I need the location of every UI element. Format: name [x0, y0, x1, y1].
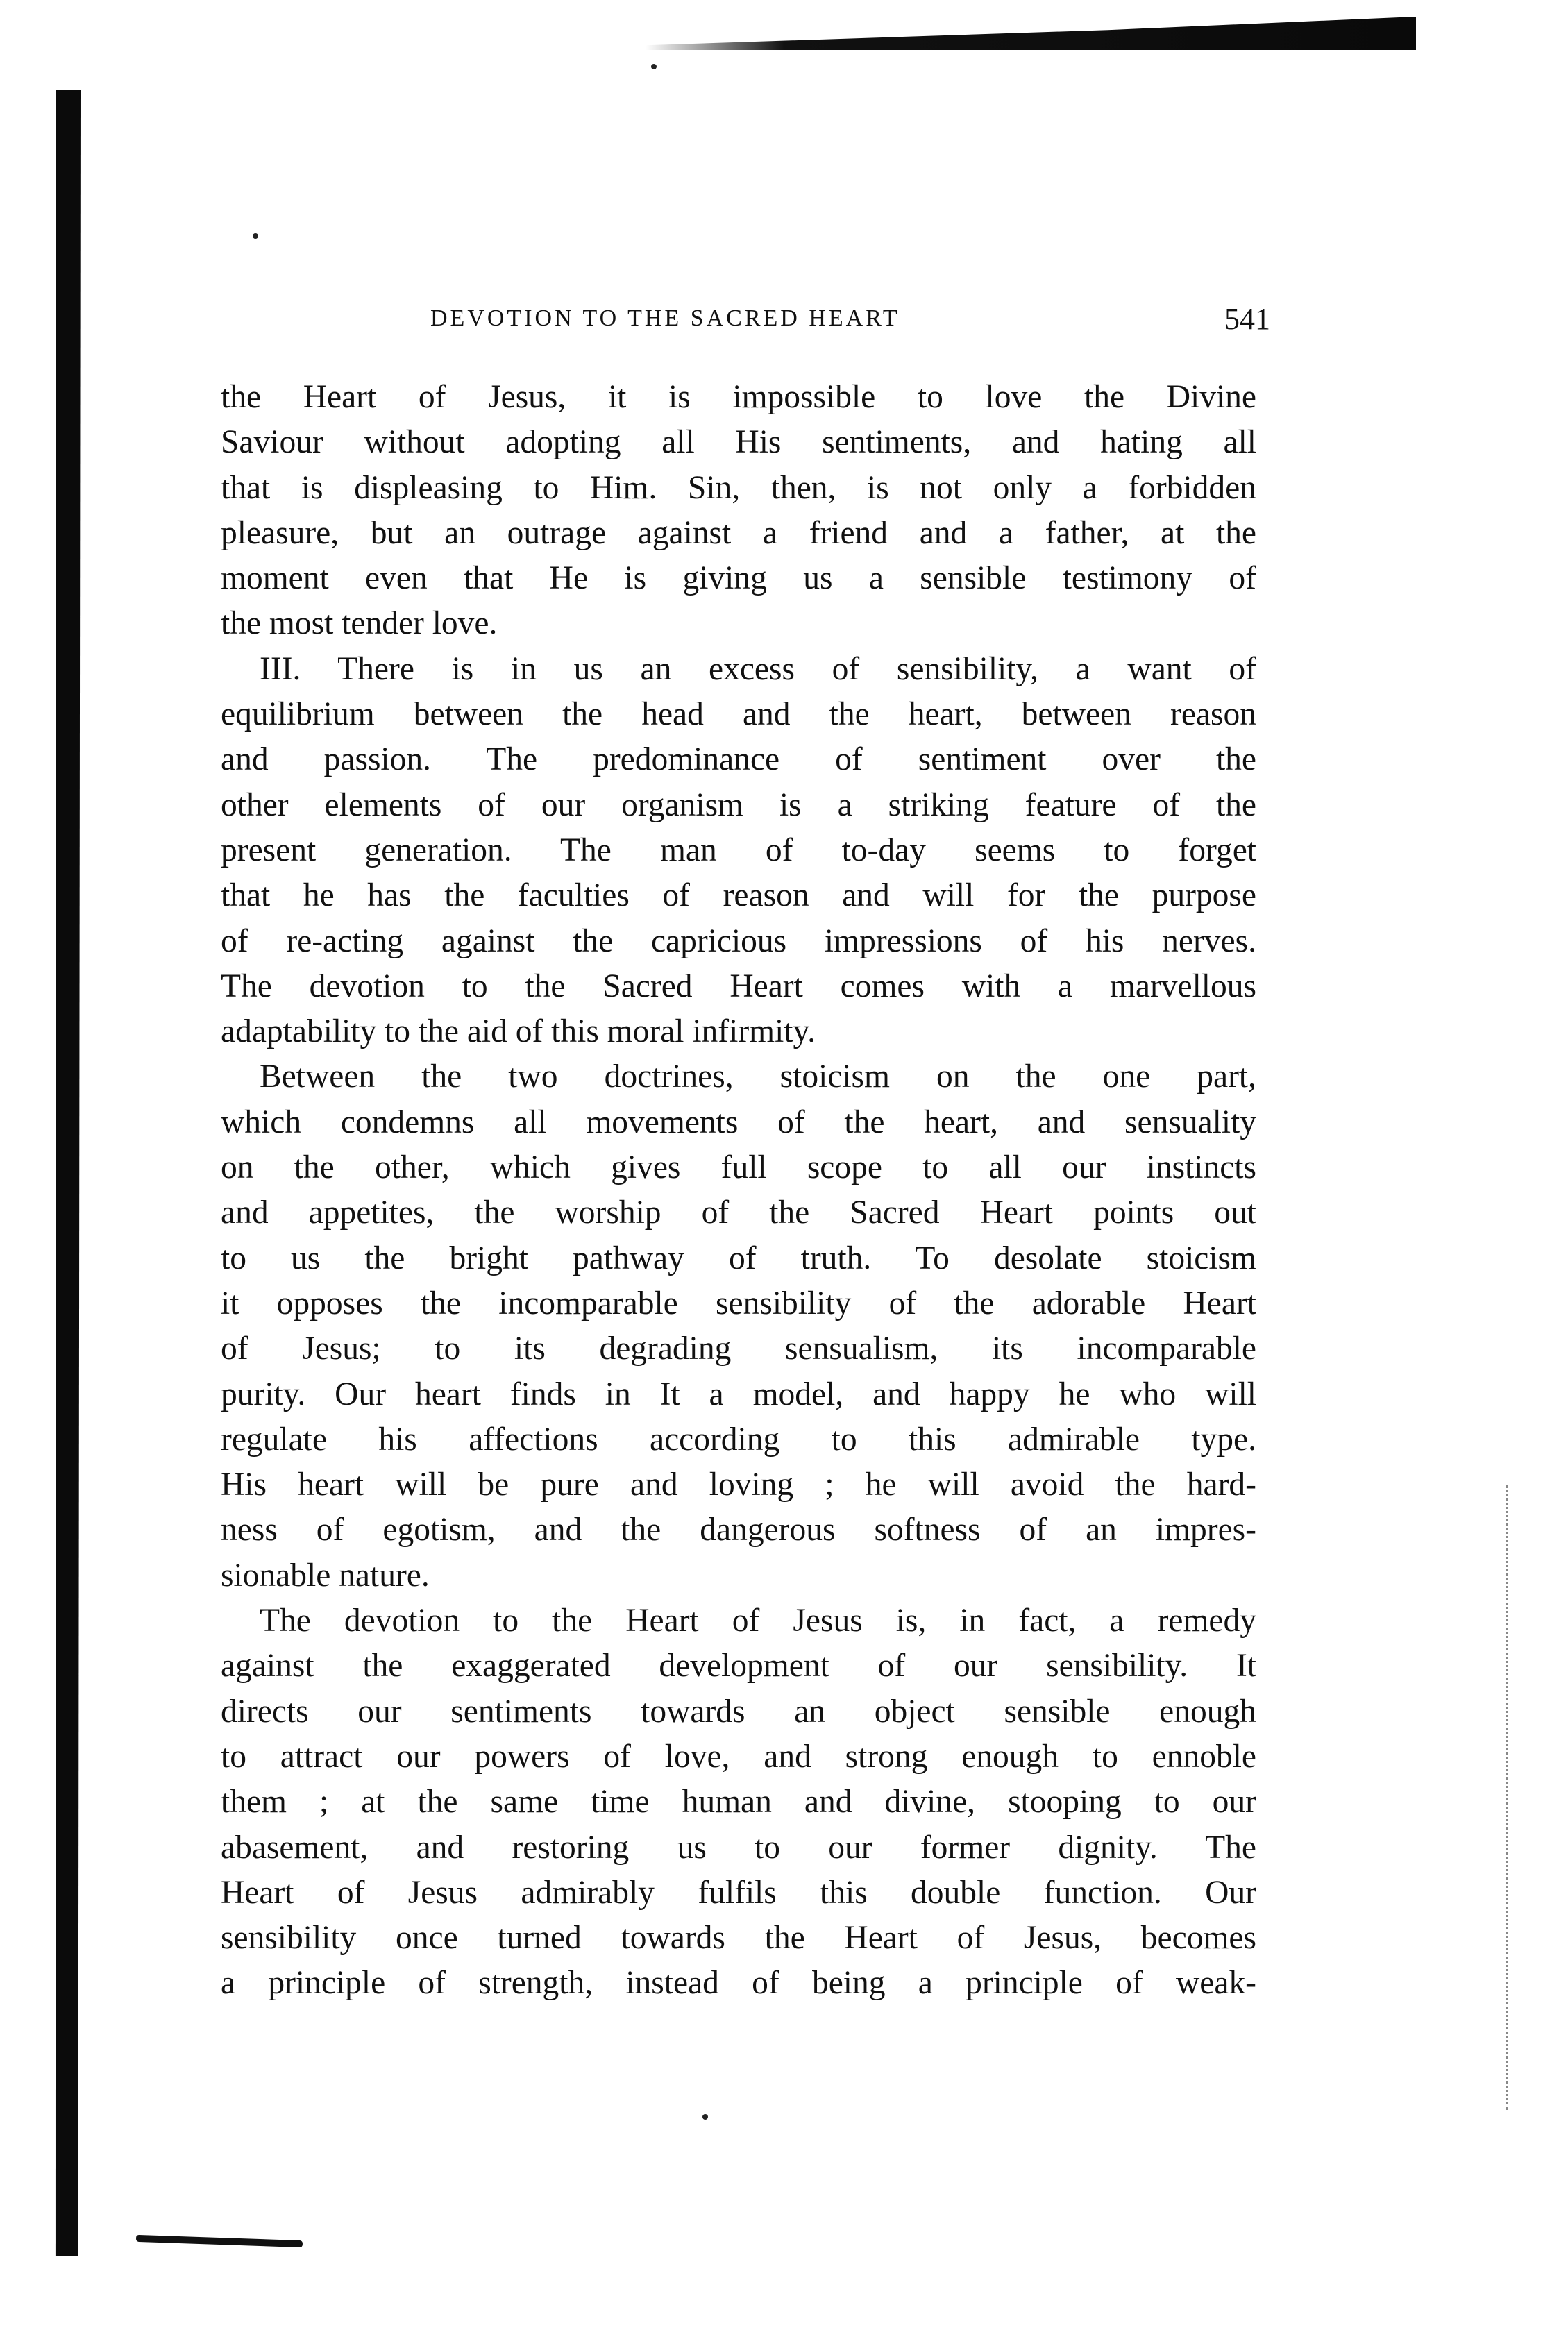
text-line: and passion. The predominance of sentiment over the	[221, 741, 1256, 778]
text-line: regulate his affections according to this admirable type.	[221, 1421, 1256, 1458]
text-line: the Heart of Jesus, it is impossible to love the Divine	[221, 379, 1256, 415]
text-line: the most tender love.	[221, 605, 498, 642]
text-line: a principle of strength, instead of being a principle of weak-	[221, 1965, 1256, 2002]
text-line: them ; at the same time human and divine, stooping to our	[221, 1784, 1256, 1821]
text-line: Between the two doctrines, stoicism on the one part,	[260, 1058, 1256, 1095]
text-line: Heart of Jesus admirably fulfils this double function. Our	[221, 1874, 1256, 1911]
text-line: The devotion to the Heart of Jesus is, in fact, a remedy	[260, 1603, 1256, 1639]
text-line: to attract our powers of love, and strong enough to ennoble	[221, 1738, 1256, 1775]
text-line: present generation. The man of to-day seems to forget	[221, 831, 1256, 868]
text-line: against the exaggerated development of our sensibility. It	[221, 1648, 1256, 1684]
text-line: it opposes the incomparable sensibility of the adorable Heart	[221, 1285, 1256, 1321]
text-line: that is displeasing to Him. Sin, then, is not only a forbidden	[221, 469, 1256, 506]
text-line: of re-acting against the capricious impressions of his nerves.	[221, 922, 1256, 959]
scan-edge-bottom	[136, 2235, 303, 2247]
text-line: purity. Our heart finds in It a model, and happy he who will	[221, 1376, 1256, 1412]
scan-speck	[651, 64, 657, 69]
text-line: and appetites, the worship of the Sacred Heart points out	[221, 1194, 1256, 1231]
text-line: moment even that He is giving us a sensible testimony of	[221, 560, 1256, 597]
scan-speck	[702, 2114, 708, 2120]
text-line: Saviour without adopting all His sentiments, and hating all	[221, 424, 1256, 461]
page-header	[416, 302, 1270, 347]
text-line: other elements of our organism is a striking feature of the	[221, 786, 1256, 823]
scan-edge-left	[50, 90, 81, 2256]
text-line: directs our sentiments towards an object sensible enough	[221, 1693, 1256, 1730]
text-line: on the other, which gives full scope to all our instincts	[221, 1149, 1256, 1186]
text-line: that he has the faculties of reason and will for the purpose	[221, 877, 1256, 914]
text-line: to us the bright pathway of truth. To desolate stoicism	[221, 1240, 1256, 1276]
page-number: 541	[1224, 302, 1270, 336]
text-line: ness of egotism, and the dangerous softness of an impres-	[221, 1512, 1256, 1548]
text-line: sionable nature.	[221, 1557, 430, 1594]
text-line: abasement, and restoring us to our former dignity. The	[221, 1829, 1256, 1866]
scan-specks-right	[1506, 1485, 1522, 2110]
text-line: of Jesus; to its degrading sensualism, its incomparable	[221, 1331, 1256, 1367]
scan-speck	[253, 233, 258, 239]
running-head: DEVOTION TO THE SACRED HEART	[430, 305, 900, 331]
text-line: equilibrium between the head and the heart, between reason	[221, 696, 1256, 733]
scan-edge-top	[646, 17, 1416, 50]
text-line: The devotion to the Sacred Heart comes with a marvellous	[221, 968, 1256, 1004]
text-line: sensibility once turned towards the Heart of Jesus, becomes	[221, 1920, 1256, 1957]
text-line: which condemns all movements of the heart, and sensuality	[221, 1104, 1256, 1140]
text-line: His heart will be pure and loving ; he will avoid the hard-	[221, 1467, 1256, 1503]
text-line: III. There is in us an excess of sensibility, a want of	[260, 650, 1256, 687]
text-line: pleasure, but an outrage against a friend and a father, at the	[221, 514, 1256, 551]
body-text	[221, 375, 1256, 2007]
text-line: adaptability to the aid of this moral infirmity.	[221, 1013, 816, 1050]
